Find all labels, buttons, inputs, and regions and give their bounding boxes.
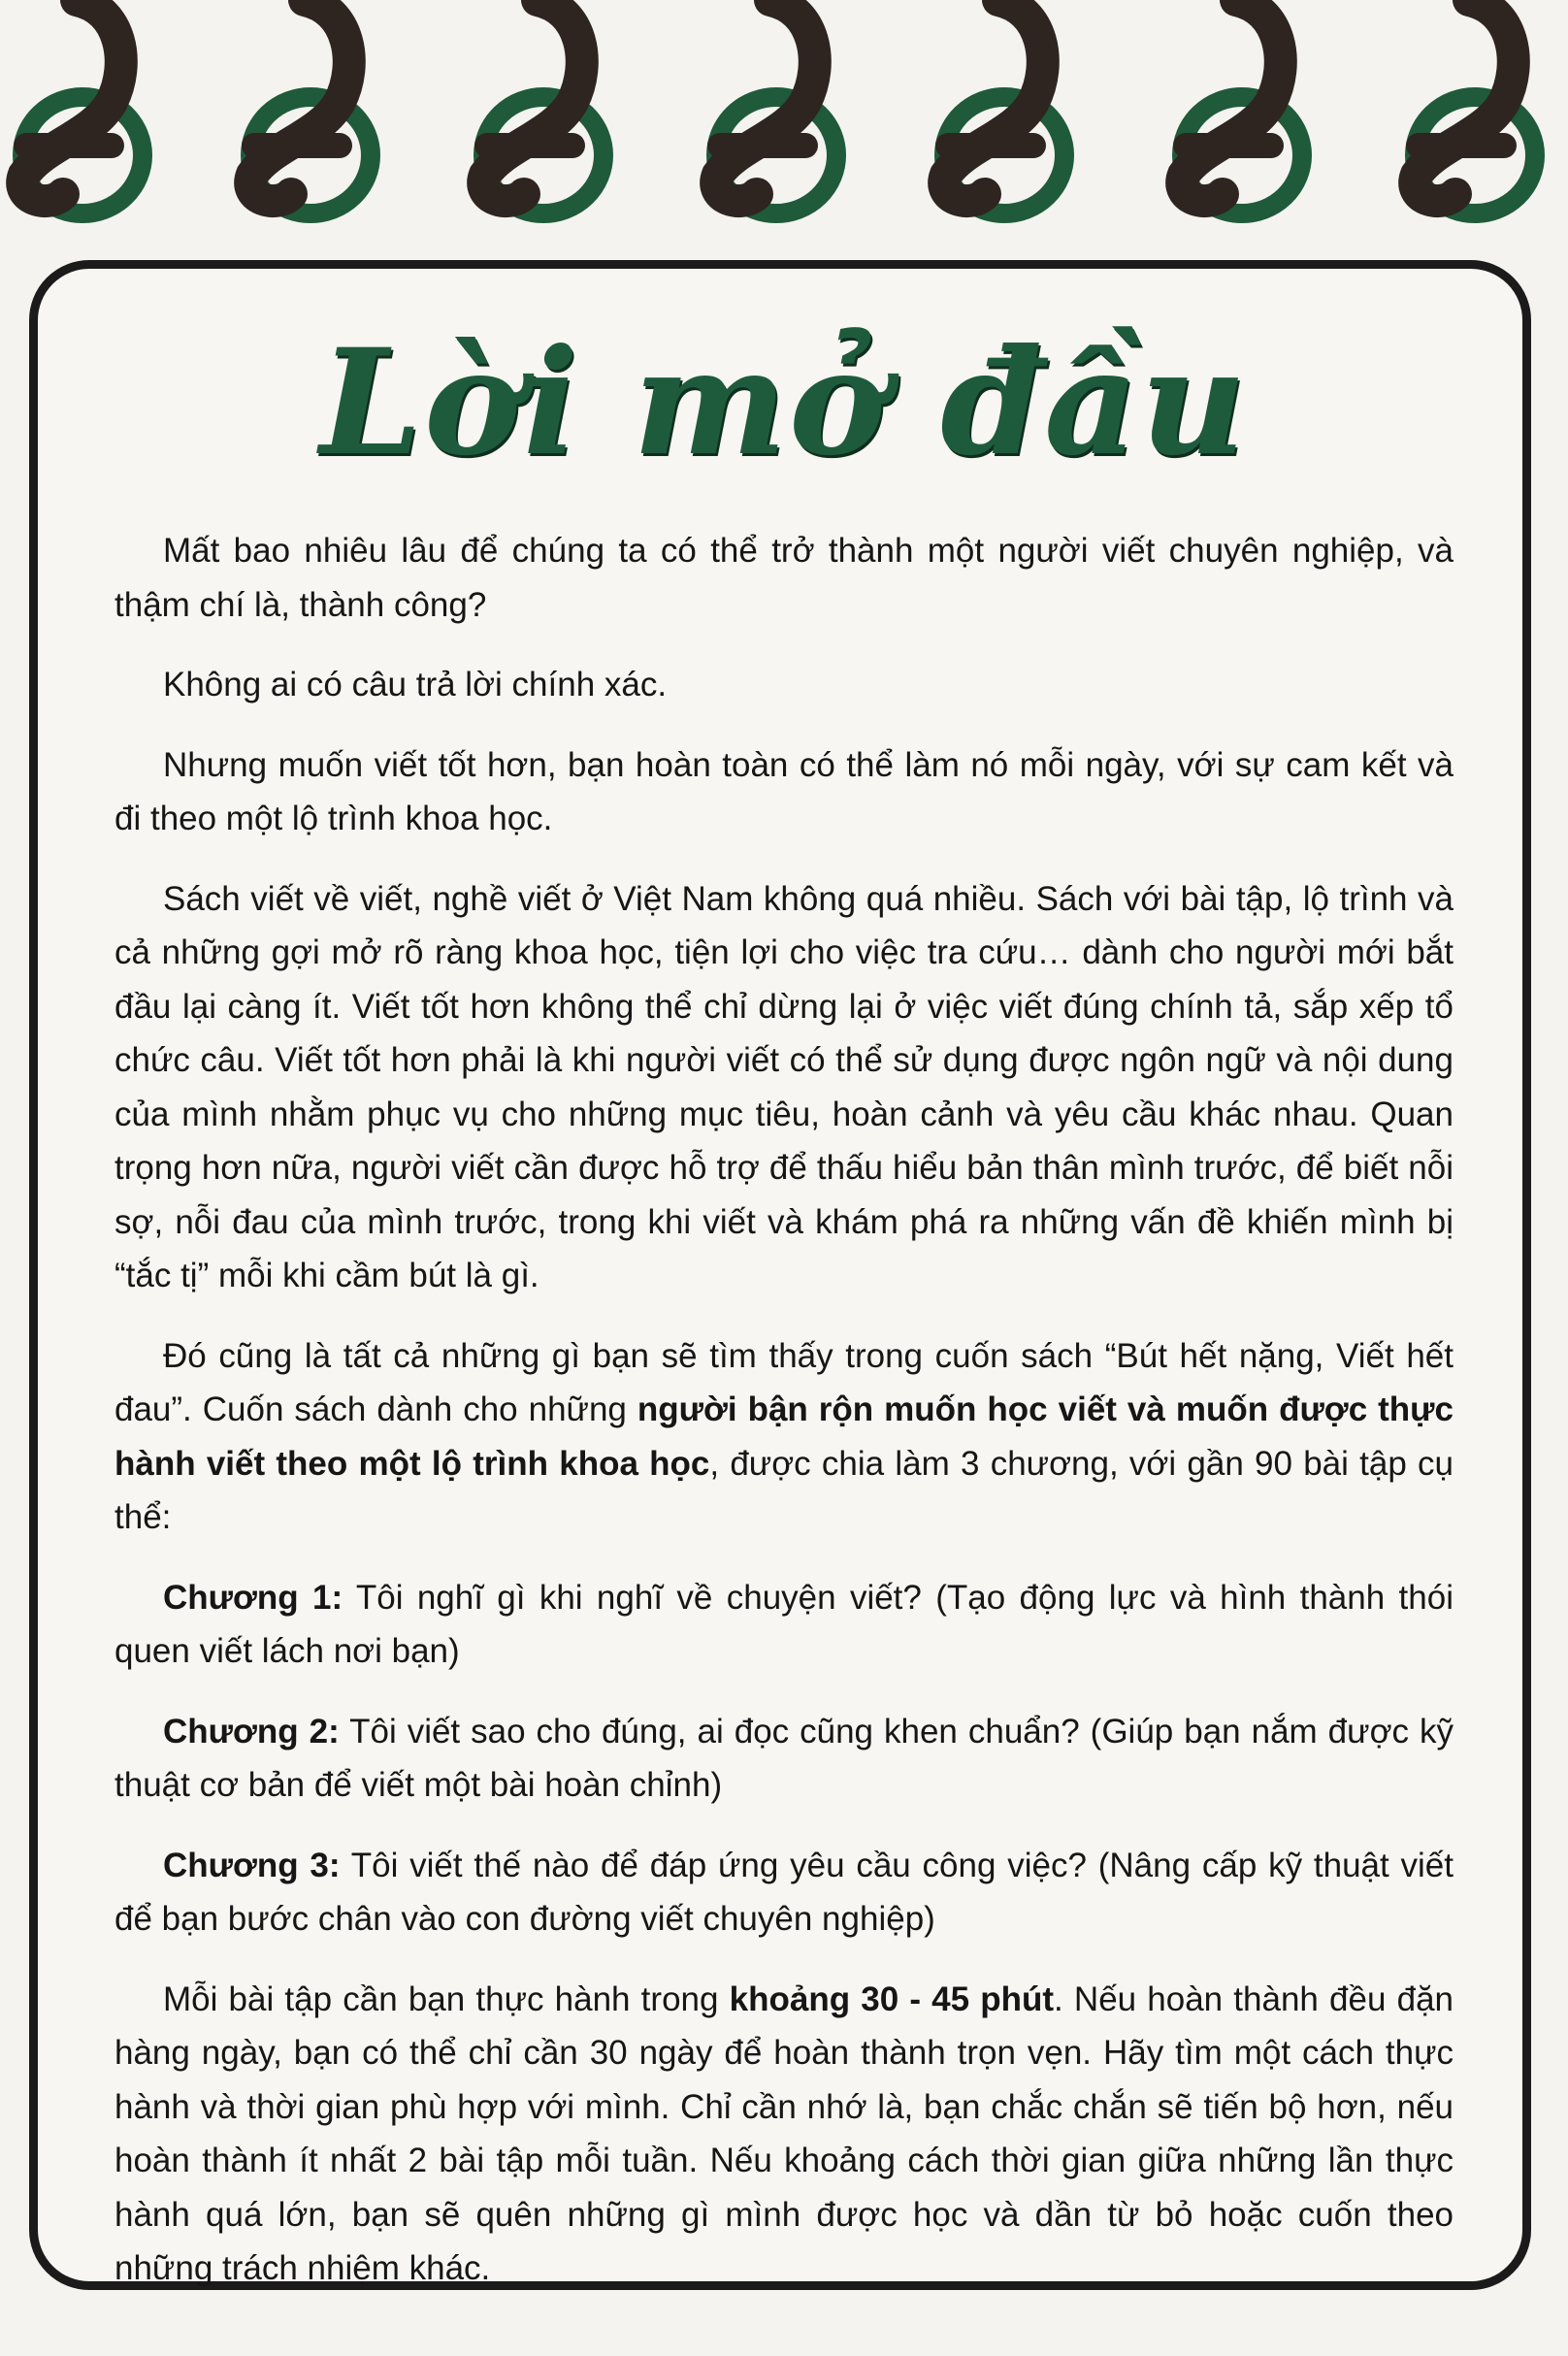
- spiral-coil-2: [250, 0, 371, 213]
- paragraph-practice-time: Mỗi bài tập cần bạn thực hành trong khoảng 30 - 45 phút. Nếu hoàn thành đều đặn hàng ngày, bạn có thể chỉ cần 30 ngày để hoàn thành trọn vẹn. Hãy tìm một cách thực hành và thời gian phù hợp với mình. Chỉ cần nhớ là, bạn chắc chắn sẽ tiến bộ hơn, nếu hoàn thành ít nhất 2 bài tập mỗi tuần. Nếu khoảng cách thời gian giữa những lần thực hành quá lớn, bạn sẽ quên những gì mình được học và dần từ bỏ hoặc cuốn theo những trách nhiệm khác.: [114, 1980, 1454, 2287]
- spiral-coil-7: [1415, 0, 1535, 213]
- spiral-coil-3: [483, 0, 604, 213]
- paragraph-about-writing-books: Sách viết về viết, nghề viết ở Việt Nam không quá nhiều. Sách với bài tập, lộ trình và cả những gợi mở rõ ràng khoa học, tiện lợi cho việc tra cứu… dành cho người mới bắt đầu lại càng ít. Viết tốt hơn không thể chỉ dừng lại ở việc viết đúng chính tả, sắp xếp tổ chức câu. Viết tốt hơn phải là khi người viết có thể sử dụng được ngôn ngữ và nội dung của mình nhằm phục vụ cho những mục tiêu, hoàn cảnh và yêu cầu khác nhau. Quan trọng hơn nữa, người viết cần được hỗ trợ để thấu hiểu bản thân mình trước, để biết nỗi sợ, nỗi đau của mình trước, trong khi viết và khám phá ra những vấn đề khiến mình bị “tắc tị” mỗi khi cầm bút là gì.: [114, 879, 1454, 1294]
- bold-audience: người bận rộn muốn học viết và muốn được thực hành viết theo một lộ trình khoa học: [114, 1391, 1454, 1483]
- chapter-1-label: Chương 1:: [163, 1578, 343, 1617]
- page-title: Lời mở đầu: [319, 317, 1249, 488]
- spiral-coil-4: [716, 0, 836, 213]
- spiral-coil-5: [944, 0, 1064, 213]
- spiral-coil-6: [1182, 0, 1302, 213]
- paragraph-chapter-3: Chương 3: Tôi viết thế nào để đáp ứng yêu cầu công việc? (Nâng cấp kỹ thuật viết để bạn bước chân vào con đường viết chuyên nghiệp): [114, 1846, 1454, 1938]
- paragraph-no-answer: Không ai có câu trả lời chính xác.: [163, 666, 668, 704]
- chapter-3-label: Chương 3:: [163, 1846, 341, 1884]
- bold-practice-duration: khoảng 30 - 45 phút: [729, 1980, 1055, 2018]
- body-text: [114, 524, 1454, 2322]
- paragraph-chapter-2: Chương 2: Tôi viết sao cho đúng, ai đọc cũng khen chuẩn? (Giúp bạn nắm được kỹ thuật cơ bản để viết một bài hoàn chỉnh): [114, 1712, 1454, 1804]
- paragraph-intro-question: Mất bao nhiêu lâu để chúng ta có thể trở thành một người viết chuyên nghiệp, và thậm chí là, thành công?: [114, 532, 1454, 624]
- paragraph-chapter-1: Chương 1: Tôi nghĩ gì khi nghĩ về chuyện viết? (Tạo động lực và hình thành thói quen viết lách nơi bạn): [114, 1578, 1454, 1670]
- spiral-coil-1: [22, 0, 143, 213]
- spiral-binding: [0, 0, 1568, 252]
- paragraph-book-intro: Đó cũng là tất cả những gì bạn sẽ tìm thấy trong cuốn sách “Bút hết nặng, Viết hết đau”. Cuốn sách dành cho những người bận rộn muốn học viết và muốn được thực hành viết theo một lộ trình khoa học, được chia làm 3 chương, với gần 90 bài tập cụ thể:: [114, 1336, 1454, 1536]
- paragraph-daily-practice: Nhưng muốn viết tốt hơn, bạn hoàn toàn có thể làm nó mỗi ngày, với sự cam kết và đi theo một lộ trình khoa học.: [114, 745, 1454, 837]
- chapter-2-label: Chương 2:: [163, 1712, 340, 1751]
